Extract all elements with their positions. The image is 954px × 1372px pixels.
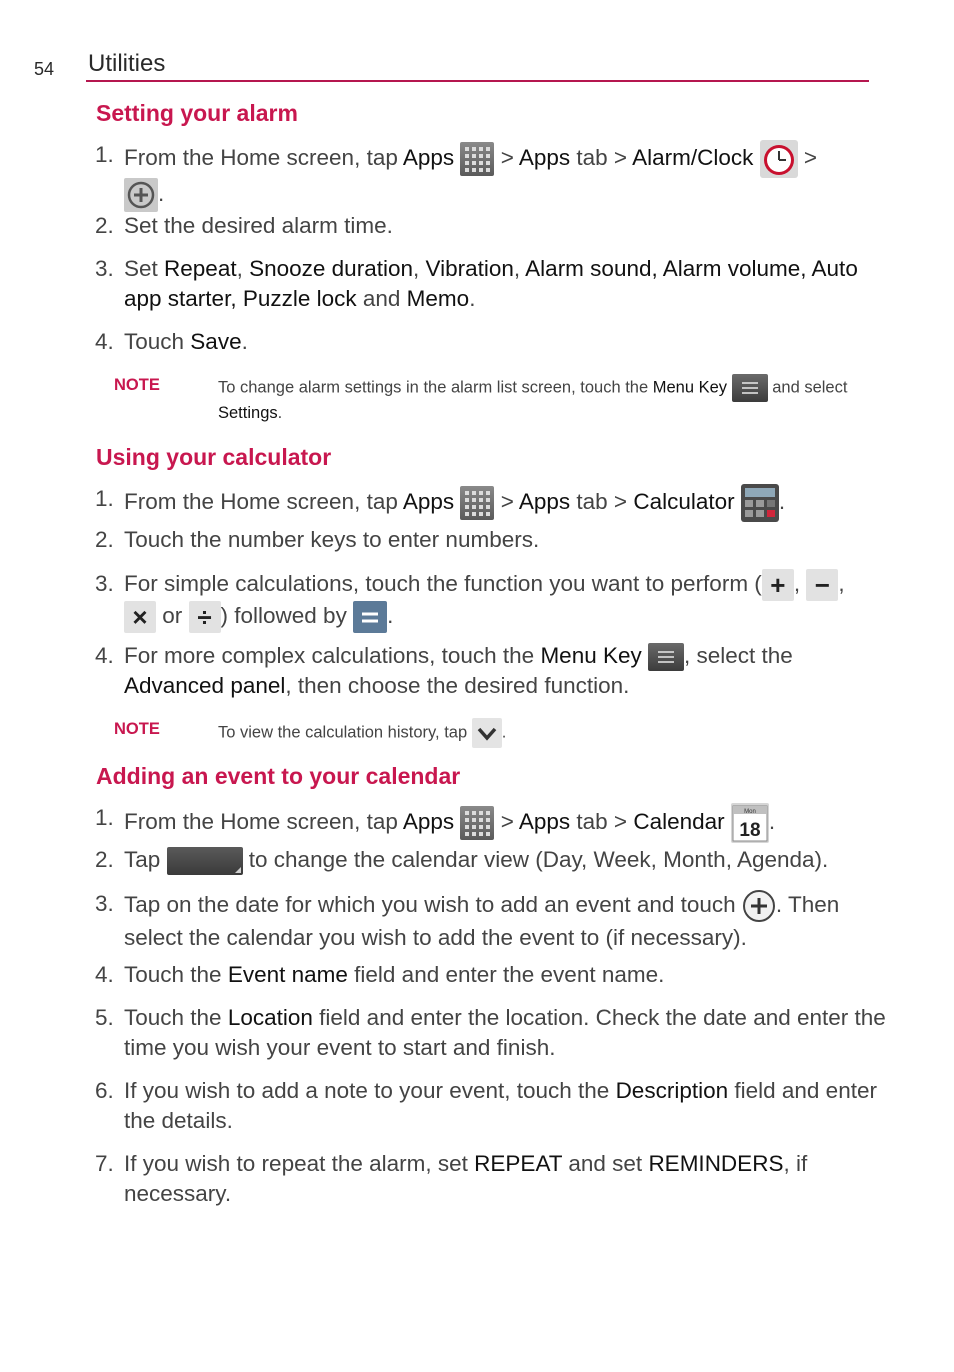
calculator-step-3: 3. For simple calculations, touch the function you want to perform ( + , − , × or ÷ ) followed by .: [95, 570, 845, 633]
alarm-step-2: 2. Set the desired alarm time.: [95, 211, 895, 241]
apps-grid-icon: [460, 486, 494, 520]
step-number: 4.: [95, 962, 114, 987]
step-number: 2.: [95, 847, 114, 872]
calculator-step-1: 1. From the Home screen, tap Apps > Apps tab > Calculator .: [95, 484, 895, 522]
step-number: 5.: [95, 1005, 114, 1030]
alarm-clock-icon: [760, 140, 798, 178]
note-label: NOTE: [114, 376, 160, 394]
apps-grid-icon: [460, 806, 494, 840]
step-number: 6.: [95, 1078, 114, 1103]
step-number: 2.: [95, 213, 114, 238]
step-number: 1.: [95, 142, 114, 167]
calendar-step-3: 3. Tap on the date for which you wish to add an event and touch . Then select the calendar you wish to add the event to (if necessary).: [95, 891, 840, 950]
calculator-step-2: 2. Touch the number keys to enter numbers.: [95, 525, 895, 555]
calendar-step-4: 4. Touch the Event name field and enter the event name.: [95, 960, 895, 990]
step-number: 3.: [95, 891, 114, 916]
calendar-icon: [731, 803, 769, 843]
calculator-icon: [741, 484, 779, 522]
step-number: 4.: [95, 329, 114, 354]
alarm-step-1: 1. From the Home screen, tap Apps > Apps tab > Alarm/Clock > .: [95, 140, 895, 212]
step-number: 7.: [95, 1151, 114, 1176]
calendar-step-1: 1. From the Home screen, tap Apps > Apps tab > Calendar Mon 18 .: [95, 805, 776, 841]
equals-icon: [353, 601, 387, 633]
plus-operator-icon: +: [762, 569, 794, 601]
page-header-title: Utilities: [88, 50, 166, 77]
multiply-operator-icon: ×: [124, 601, 156, 633]
step-number: 2.: [95, 527, 114, 552]
minus-operator-icon: −: [806, 569, 838, 601]
calendar-icon-day-label: Mon: [744, 809, 756, 815]
calculator-step-4: 4. For more complex calculations, touch the Menu Key , select the Advanced panel, then choose the desired function.: [95, 643, 793, 699]
calculator-note: NOTE To view the calculation history, tap .: [114, 718, 854, 748]
add-circle-icon: [742, 889, 776, 923]
calendar-step-5: 5. Touch the Location field and enter the location. Check the date and enter the time you wish your event to start and finish.: [95, 1005, 886, 1060]
alarm-step-3: 3. Set Repeat, Snooze duration, Vibration, Alarm sound, Alarm volume, Auto app starter, Puzzle lock and Memo.: [95, 256, 858, 311]
step-number: 4.: [95, 643, 114, 668]
plus-icon: [124, 178, 158, 212]
menu-key-icon: [648, 643, 684, 671]
step-number: 1.: [95, 486, 114, 511]
section-title-calendar: Adding an event to your calendar: [96, 763, 461, 789]
step-number: 3.: [95, 571, 114, 596]
page-number: 54: [34, 59, 55, 79]
section-title-calculator: Using your calculator: [96, 444, 332, 470]
calendar-view-button-icon: [167, 847, 243, 875]
menu-key-icon: [732, 374, 768, 402]
calendar-step-2: 2. Tap to change the calendar view (Day, Week, Month, Agenda).: [95, 845, 895, 875]
step-number: 3.: [95, 256, 114, 281]
note-label: NOTE: [114, 720, 160, 738]
section-title-alarm: Setting your alarm: [96, 100, 298, 126]
header-rule: [86, 80, 869, 82]
alarm-note: NOTE To change alarm settings in the alarm list screen, touch the Menu Key and select Settings.: [114, 376, 848, 422]
apps-grid-icon: [460, 142, 494, 176]
divide-operator-icon: ÷: [189, 601, 221, 633]
calendar-step-7: 7. If you wish to repeat the alarm, set REPEAT and set REMINDERS, if necessary.: [95, 1151, 808, 1206]
chevron-down-icon: [472, 718, 502, 748]
calendar-step-6: 6. If you wish to add a note to your event, touch the Description field and enter the details.: [95, 1078, 877, 1133]
alarm-step-4: 4. Touch Save.: [95, 327, 895, 357]
step-number: 1.: [95, 805, 114, 830]
calendar-icon-day-number: 18: [739, 820, 761, 841]
